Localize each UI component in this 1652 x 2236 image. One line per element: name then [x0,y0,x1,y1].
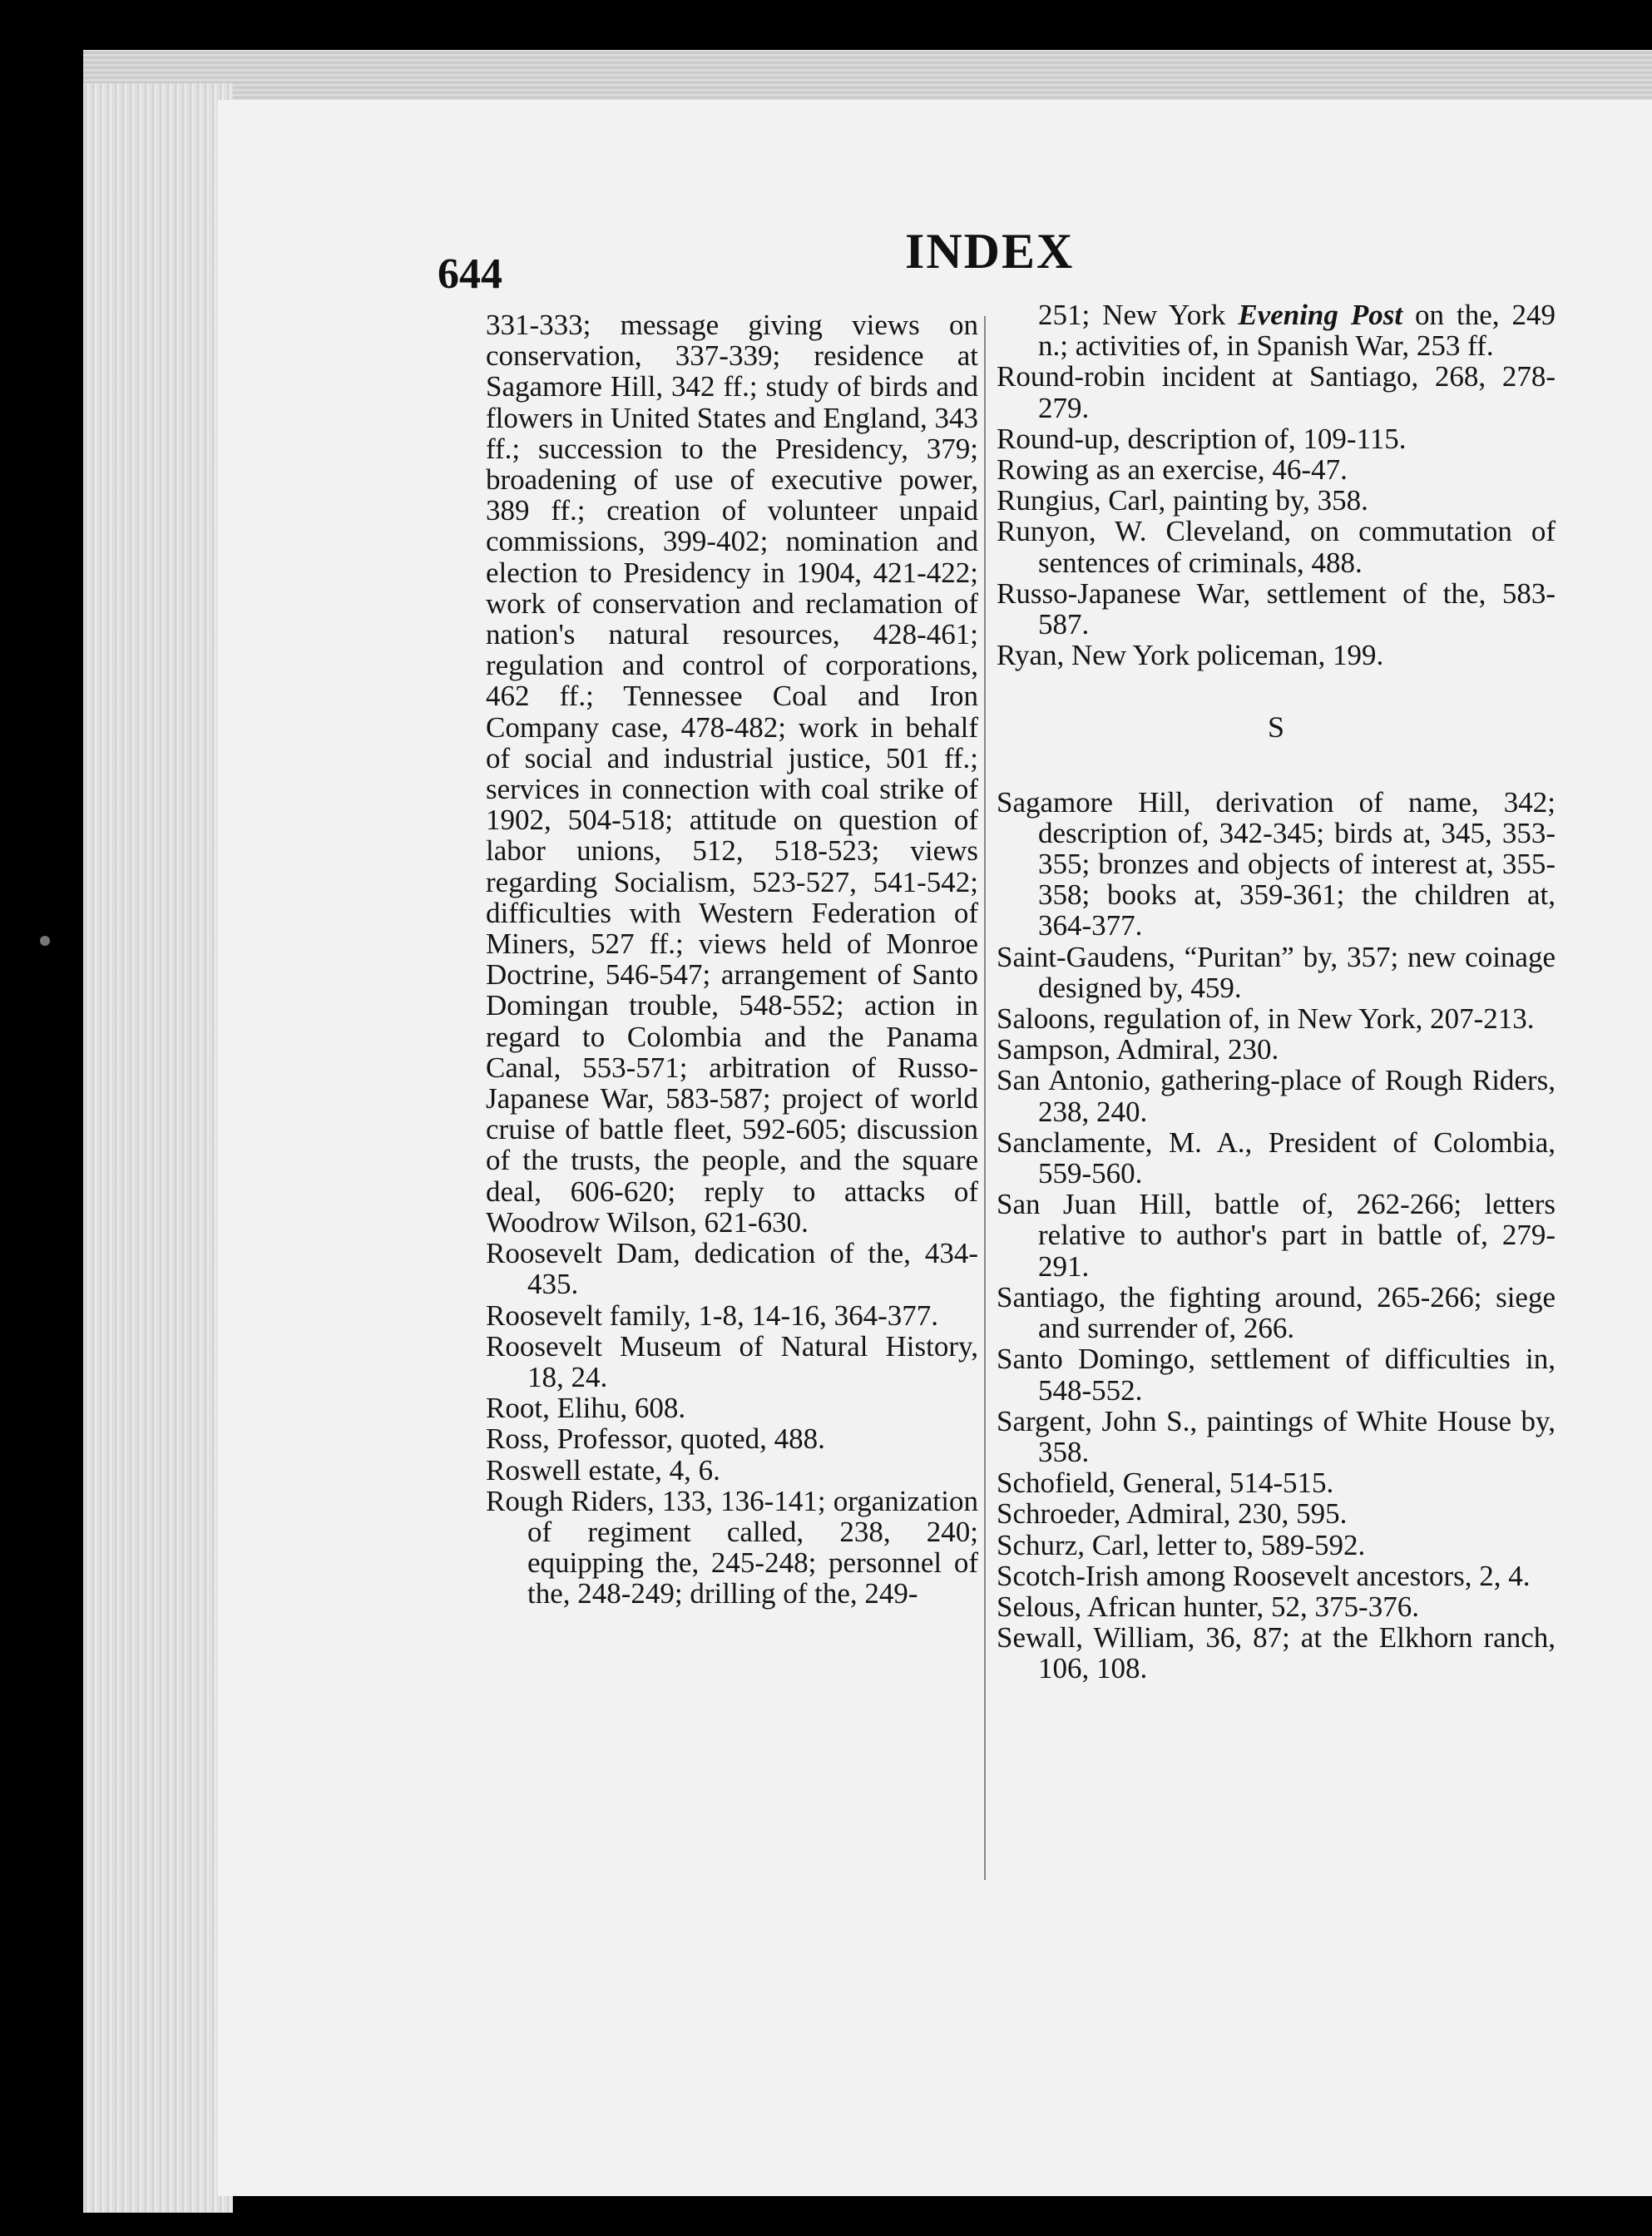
page-stack-top-edge [83,50,1652,100]
index-entry: San Juan Hill, battle of, 262-266; letters relative to author's part in battle of, 279-291. [997,1188,1556,1283]
index-entry: Ryan, New York policeman, 199. [997,639,1384,672]
column-divider [984,316,986,1880]
index-entry: Santo Domingo, settlement of difficulties in, 548-552. [997,1343,1556,1407]
index-entry: Schofield, General, 514-515. [997,1467,1334,1500]
index-entry-list-s [997,787,1556,1684]
index-entry: Sagamore Hill, derivation of name, 342; description of, 342-345; birds at, 345, 353-355; bronzes and objects of interest at, 355-358; books at, 359-361; the children at, 364-377. [997,785,1556,942]
section-letter: S [1267,710,1285,745]
index-entry: Saloons, regulation of, in New York, 207-213. [997,1002,1535,1036]
index-entry: Round-up, description of, 109-115. [997,422,1407,455]
continuation-text-italic: Evening Post [1238,299,1403,331]
index-entry: Sargent, John S., paintings of White House by, 358. [997,1404,1556,1468]
scan-speck [40,936,50,946]
index-entry: Santiago, the fighting around, 265-266; siege and surrender of, 266. [997,1280,1556,1345]
index-entry: Ross, Professor, quoted, 488. [486,1422,825,1456]
index-entry: Sewall, William, 36, 87; at the Elkhorn ranch, 106, 108. [997,1621,1556,1685]
index-entry: Selous, African hunter, 52, 375-376. [997,1590,1419,1623]
index-entry-list-r [997,361,1556,670]
index-entry: San Antonio, gathering-place of Rough Riders, 238, 240. [997,1064,1556,1128]
index-entry: Round-robin incident at Santiago, 268, 278-279. [997,360,1556,424]
index-entry: Scotch-Irish among Roosevelt ancestors, 2, 4. [997,1559,1531,1592]
continuation-text-pre: 251; New York [1038,299,1239,331]
index-column-left [486,309,978,1610]
index-column-right [997,299,1556,1684]
continuation-text-post: on the, 249 n.; activities of, in Spanish War, 253 ff. [1038,299,1556,363]
index-entry: Rowing as an exercise, 46-47. [997,453,1348,487]
index-entry: Sampson, Admiral, 230. [997,1033,1279,1066]
index-continuation: 331-333; message giving views on conservation, 337-339; residence at Sagamore Hill, 342 ff.; study of birds and flowers in United States and England, 343 ff.; succession to the Presidency, 379; broadening of use of executive power, 389 ff.; creation of volunteer unpaid commissions, 399-402; nomination and election to Presidency in 1904, 421-422; work of conservation and reclamation of nation's natural resources, 428-461; regulation and control of corporations, 462 ff.; Tennessee Coal and Iron Company case, 478-482; work in behalf of social and industrial justice, 501 ff.; services in connection with coal strike of 1902, 504-518; attitude on question of labor unions, 512, 518-523; views regarding Socialism, 523-527, 541-542; difficulties with Western Federation of Miners, 527 ff.; views held of Monroe Doctrine, 546-547; arrangement of Santo Domingan trouble, 548-552; action in regard to Colombia and the Panama Canal, 553-571; arbitration of Russo-Japanese War, 583-587; project of world cruise of battle fleet, 592-605; discussion of the trusts, the people, and the square deal, 606-620; reply to attacks of Woodrow Wilson, 621-630. [486,309,978,1239]
index-entry: Rough Riders, 133, 136-141; organization of regiment called, 238, 240; equipping the, 245-248; personnel of the, 248-249; drilling of the, 249- [486,1484,978,1610]
index-entry: Root, Elihu, 608. [486,1392,686,1425]
index-entry: Russo-Japanese War, settlement of the, 583-587. [997,576,1556,641]
index-entry: Saint-Gaudens, “Puritan” by, 357; new coinage designed by, 459. [997,940,1556,1004]
index-entry: Rungius, Carl, painting by, 358. [997,484,1368,517]
index-entry: Roosevelt family, 1-8, 14-16, 364-377. [486,1299,939,1332]
page-header: INDEX [905,224,1075,279]
index-entry-list-left [486,1238,978,1609]
index-entry: Roosevelt Museum of Natural History, 18, 24. [486,1329,978,1393]
page-stack-left-edge [83,83,233,2213]
index-continuation-right [997,299,1556,361]
index-entry: Roswell estate, 4, 6. [486,1453,720,1487]
index-entry: Schroeder, Admiral, 230, 595. [997,1497,1348,1531]
page-number: 644 [438,250,502,298]
index-entry: Roosevelt Dam, dedication of the, 434-435. [486,1237,978,1301]
index-entry: Sanclamente, M. A., President of Colombia, 559-560. [997,1125,1556,1190]
index-entry: Runyon, W. Cleveland, on commutation of sentences of criminals, 488. [997,515,1556,579]
index-entry: Schurz, Carl, letter to, 589-592. [997,1528,1366,1561]
